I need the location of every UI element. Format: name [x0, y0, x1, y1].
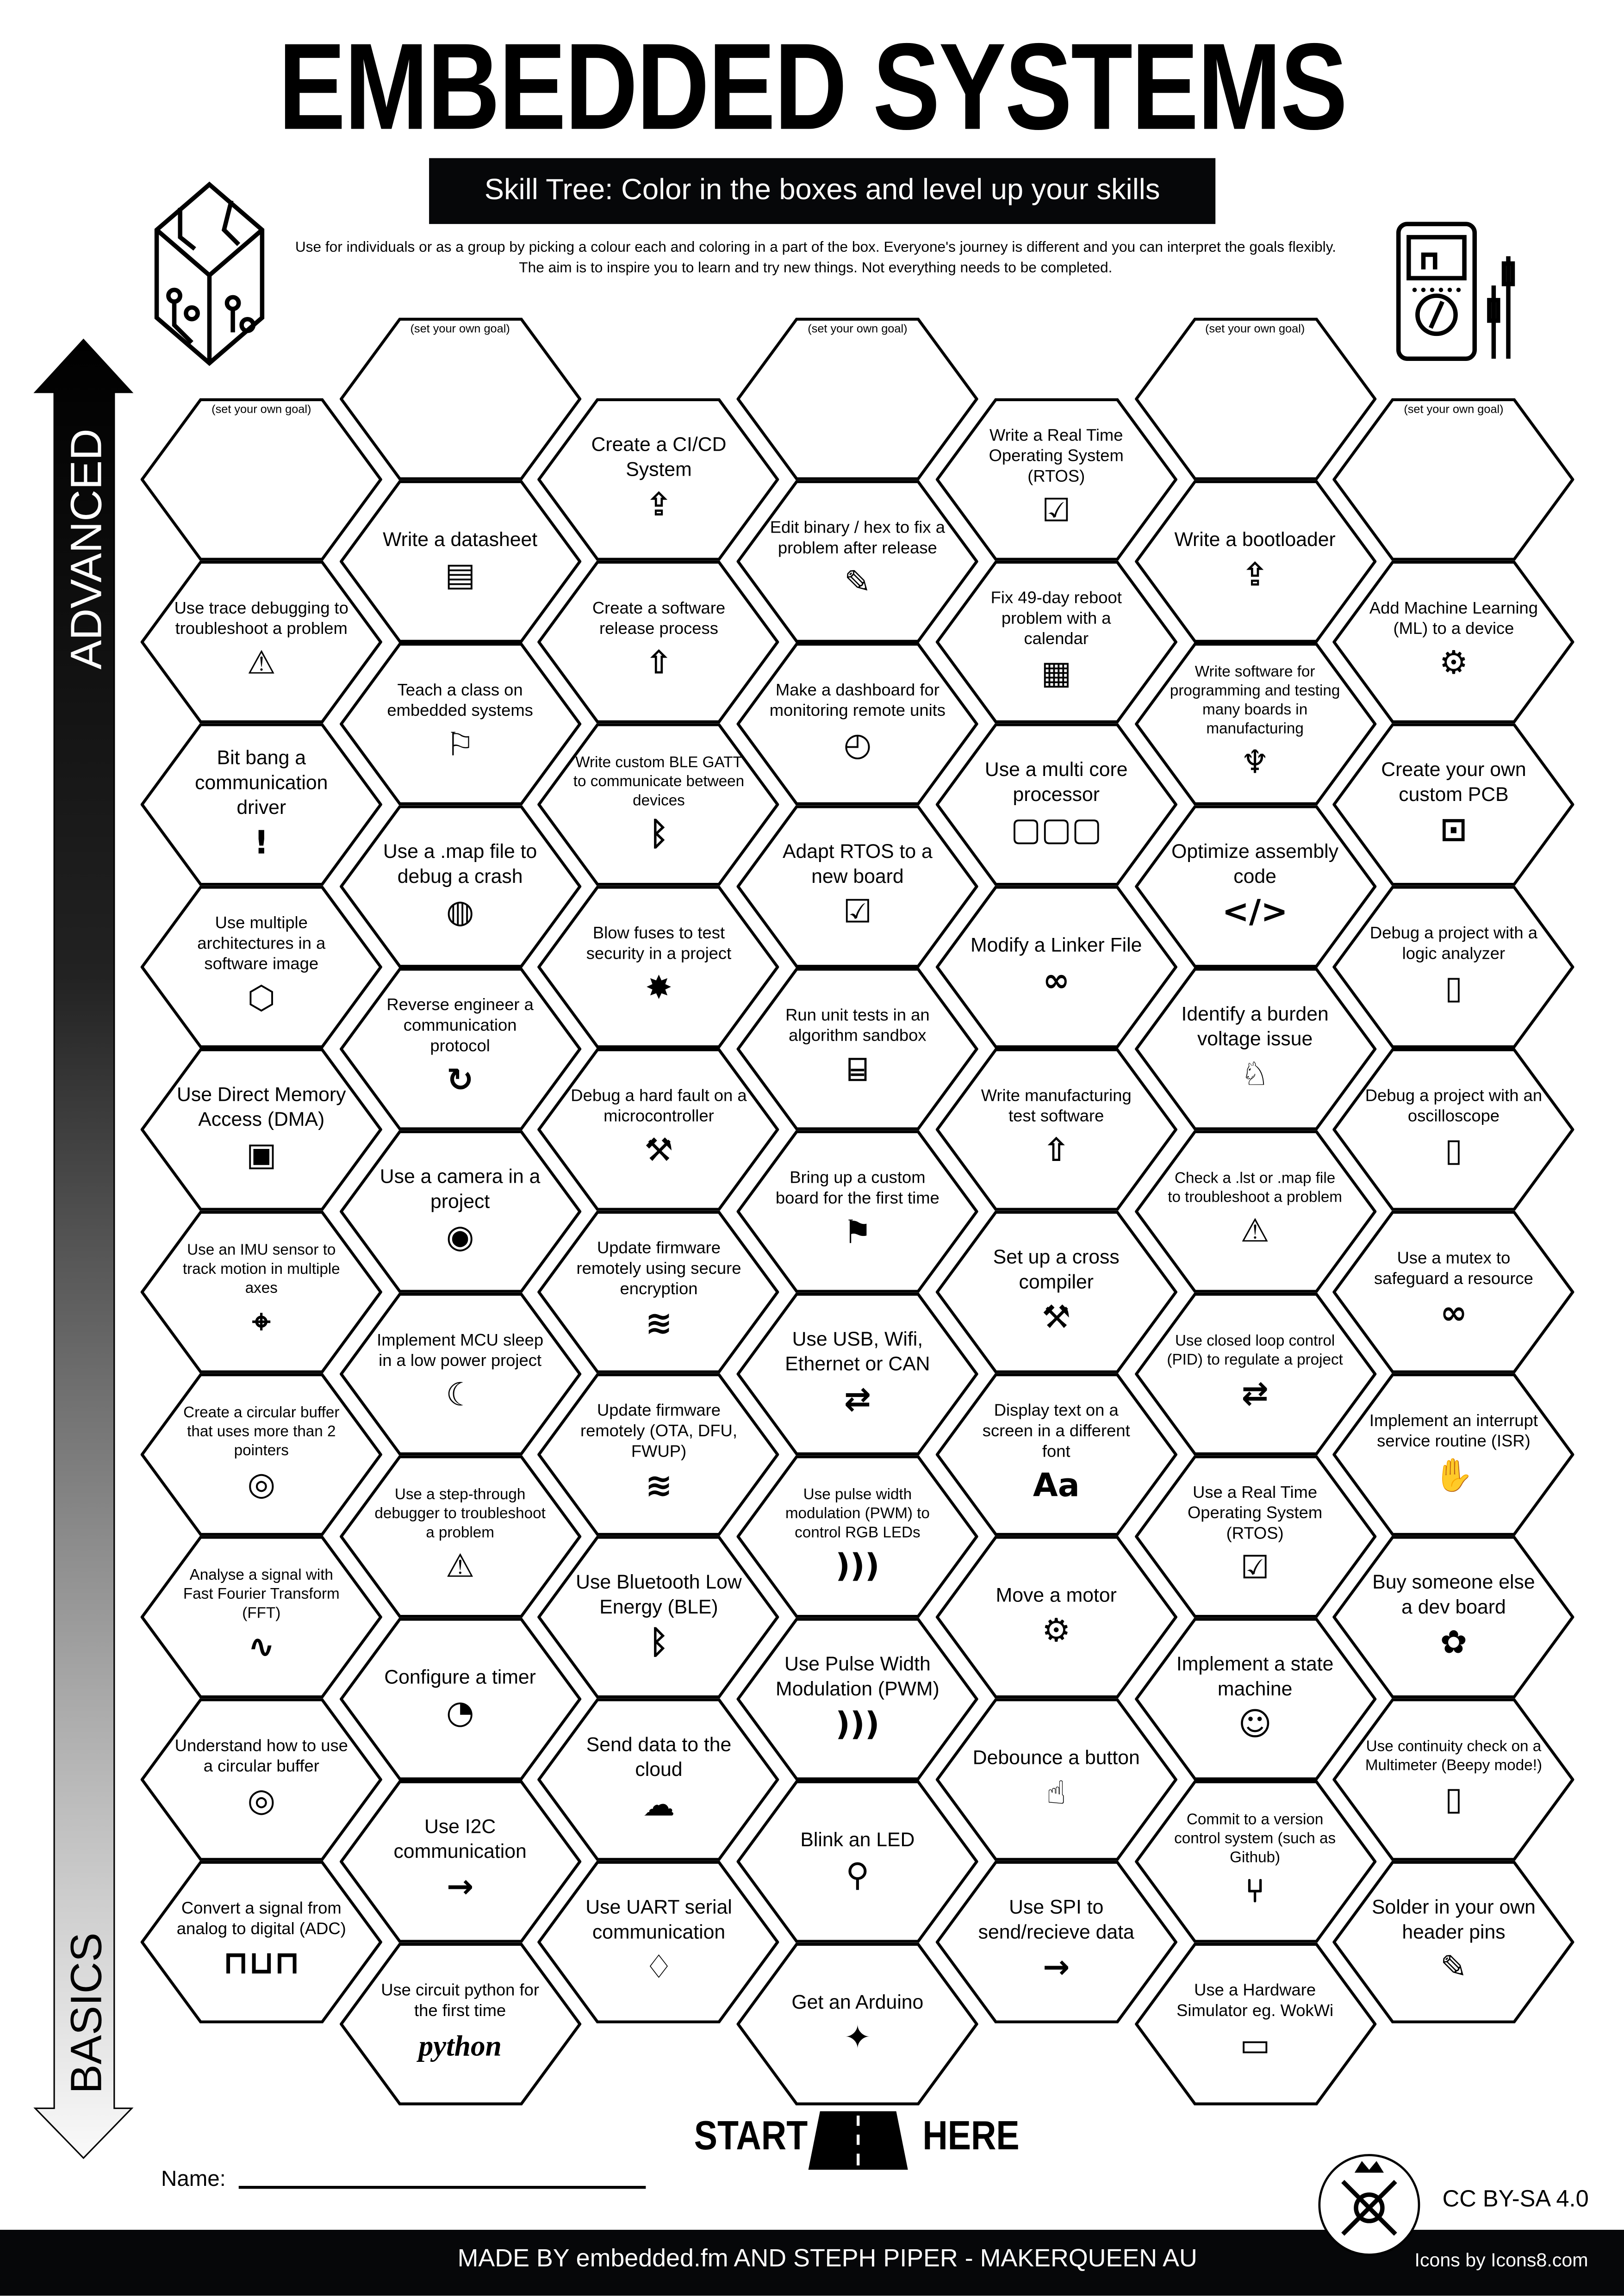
instructions-text: Use for individuals or as a group by picking a colour each and coloring in a part of the box. Everyone's journey is different and you can interpret the goals flexibly. The aim is to inspire you to learn and try new things. Not everything needs to be completed. — [295, 240, 1336, 277]
monitor-check-icon: ☑ — [843, 894, 872, 931]
skill-label: Identify a burden voltage issue — [1181, 1003, 1329, 1050]
hex-content — [372, 813, 549, 958]
square-wave-icon: ⊓⊔⊓ — [223, 1946, 300, 1983]
skill-label: (set your own goal) — [410, 321, 510, 335]
hex-content — [1166, 651, 1344, 795]
title-text: EMBEDDED SYSTEMS — [278, 17, 1346, 155]
hex-content — [1365, 894, 1543, 1039]
hex-content — [968, 1869, 1145, 2014]
calendar-icon: ▦ — [1041, 656, 1072, 693]
hex-content — [570, 894, 747, 1039]
donkey-icon: ♘ — [1240, 1057, 1269, 1094]
monitor-bug-icon: ⚠ — [445, 1548, 475, 1585]
cake-icon: ⚑ — [843, 1215, 872, 1252]
drop-icon: ♢ — [644, 1950, 673, 1987]
hex-content — [1365, 1544, 1543, 1689]
hex-content — [173, 1056, 350, 1201]
release-box-icon: ⇧ — [1043, 1133, 1070, 1170]
hex-content — [769, 1464, 946, 1608]
skill-label: Run unit tests in an algorithm sandbox — [785, 1007, 930, 1046]
circular-buffer-icon: ◎ — [247, 1783, 276, 1820]
usb-icon: ⇄ — [844, 1382, 871, 1419]
hex-content — [173, 1706, 350, 1851]
tools-icon: ⚒ — [644, 1133, 673, 1170]
skill-label: Check a .lst or .map file to troubleshoot a problem — [1168, 1170, 1342, 1207]
skill-label: Implement a state machine — [1176, 1653, 1334, 1700]
wifi-lock-icon: ≋ — [645, 1306, 672, 1343]
hex-content — [372, 1138, 549, 1283]
hex-content — [769, 813, 946, 958]
here-label: HERE — [922, 2112, 1020, 2158]
hex-content — [1365, 569, 1543, 714]
camera-icon: ◉ — [446, 1219, 474, 1256]
hex-content — [1166, 1626, 1344, 1771]
icons-credit: Icons by Icons8.com — [1414, 2249, 1588, 2271]
skill-label: Understand how to use a circular buffer — [174, 1738, 348, 1776]
basics-label — [59, 1925, 118, 2101]
skill-label: Use continuity check on a Multimeter (Beepy mode!) — [1365, 1738, 1543, 1775]
skill-label: (set your own goal) — [808, 321, 908, 335]
skill-hex[interactable] — [1333, 1372, 1574, 1535]
hex-content — [372, 1626, 549, 1771]
advanced-text: ADVANCED — [63, 428, 112, 670]
hand-stop-icon: ✋ — [1433, 1458, 1474, 1495]
branch-icon: ⑂ — [1245, 1873, 1265, 1910]
multimeter-icon — [1391, 220, 1526, 363]
skill-label: Use pulse width modulation (PWM) to control RGB LEDs — [785, 1485, 930, 1541]
hex-content — [968, 569, 1145, 714]
hex-content — [173, 1544, 350, 1689]
license-text: CC BY-SA 4.0 — [1442, 2187, 1589, 2212]
hex-content — [570, 1869, 747, 2014]
skill-label: Adapt RTOS to a new board — [783, 840, 933, 887]
skill-label: Create your own custom PCB — [1381, 758, 1526, 806]
skill-label: Edit binary / hex to fix a problem after release — [770, 520, 945, 558]
skill-label: Display text on a screen in a different font — [982, 1402, 1130, 1461]
code-window-icon: </> — [1222, 894, 1288, 931]
hex-content — [769, 1301, 946, 1446]
multimeter-icon: ▯ — [1444, 1133, 1463, 1170]
skill-label: (set your own goal) — [212, 402, 311, 416]
cloud-icon: ☁ — [642, 1787, 675, 1824]
hex-content — [372, 1464, 549, 1608]
skill-label: Use trace debugging to troubleshoot a problem — [174, 600, 348, 639]
hex-content — [372, 1301, 549, 1446]
hex-content — [769, 976, 946, 1121]
credits-text: MADE BY embedded.fm AND STEPH PIPER - MAKERQUEEN AU — [457, 2244, 1197, 2272]
skill-label: Use a Real Time Operating System (RTOS) — [1187, 1484, 1323, 1543]
hex-content — [968, 1219, 1145, 1364]
hex-content — [968, 1056, 1145, 1201]
cube-circuit-icon: ⬡ — [247, 980, 276, 1018]
skill-label: Create a CI/CD System — [591, 433, 727, 480]
hex-content — [1365, 731, 1543, 876]
hex-content — [570, 1056, 747, 1201]
skill-label: Use Bluetooth Low Energy (BLE) — [576, 1571, 742, 1618]
hex-content — [1166, 1138, 1344, 1283]
release-box-icon: ⇧ — [645, 645, 672, 683]
hex-content — [372, 976, 549, 1121]
skill-hex[interactable] — [1333, 885, 1574, 1048]
skill-label: Blink an LED — [800, 1828, 915, 1850]
bluetooth-icon: ᛒ — [649, 816, 669, 853]
skill-label: Use Direct Memory Access (DMA) — [177, 1083, 346, 1130]
skill-label: Commit to a version control system (such as Github) — [1174, 1810, 1336, 1866]
skill-label: Use a Hardware Simulator eg. WokWi — [1176, 1982, 1334, 2021]
hex-content — [372, 1951, 549, 2096]
hex-content — [1365, 402, 1543, 547]
skill-hex[interactable] — [1333, 1535, 1574, 1698]
axes-cube-icon: ⌖ — [252, 1303, 271, 1340]
soldering-iron-icon: ✎ — [1440, 1950, 1468, 1987]
hex-content — [769, 322, 946, 466]
signal-magnifier-icon: ∿ — [248, 1629, 275, 1666]
hex-content — [968, 1706, 1145, 1851]
memory-cube-icon: ▣ — [246, 1137, 277, 1174]
circuitpython-logo-icon: python — [418, 2030, 502, 2063]
skill-label: Blow fuses to test security in a project — [586, 925, 732, 963]
start-label: START — [694, 2112, 808, 2158]
skill-label: Debounce a button — [972, 1746, 1140, 1768]
vibration-icon: ))) — [835, 1548, 880, 1585]
gift-bow-icon: ✿ — [1440, 1625, 1468, 1662]
monitor-alert-icon: ⚠ — [1240, 1214, 1269, 1251]
skill-label: Use a .map file to debug a crash — [383, 840, 537, 887]
skill-label: Bit bang a communication driver — [195, 746, 328, 818]
link-icon: ∞ — [1043, 962, 1070, 999]
skill-hex[interactable] — [1333, 1698, 1574, 1860]
skill-hex[interactable] — [1333, 1048, 1574, 1210]
skill-label: Use a mutex to safeguard a resource — [1374, 1250, 1533, 1289]
monitor-check-icon: ☑ — [1042, 493, 1071, 530]
skill-label: Convert a signal from analog to digital (ADC) — [176, 1900, 346, 1939]
road-icon — [803, 2111, 914, 2170]
name-label: Name: — [161, 2166, 226, 2192]
pcb-icon: ⊡ — [1440, 813, 1468, 850]
multimeter-icon: ▯ — [1444, 970, 1463, 1007]
subtitle-banner: Skill Tree: Color in the boxes and level up your skills — [429, 158, 1215, 224]
rocket-box-icon: ⇪ — [645, 487, 672, 524]
exclamation-icon: ! — [254, 825, 269, 862]
skill-label: Write a bootloader — [1174, 527, 1336, 550]
hex-content — [1365, 1706, 1543, 1851]
hex-content — [173, 894, 350, 1039]
hex-content — [1365, 1219, 1543, 1364]
loop-arrows-icon: ⇄ — [1241, 1376, 1269, 1413]
skill-label: Use I2C communication — [393, 1815, 527, 1862]
hex-content — [173, 1381, 350, 1526]
document-icon: ▤ — [445, 557, 475, 594]
monitor-check-icon: ☑ — [1240, 1550, 1269, 1587]
skill-hex[interactable] — [1333, 1860, 1574, 2023]
hex-content — [769, 1788, 946, 1933]
skill-label: Write software for programming and testing many boards in manufacturing — [1170, 663, 1340, 738]
skill-label: Send data to the cloud — [586, 1733, 732, 1781]
bed-icon: ☾ — [445, 1378, 475, 1415]
hex-content — [173, 402, 350, 547]
skill-label: Write manufacturing test software — [981, 1087, 1132, 1126]
custom-goal-hex[interactable] — [1333, 397, 1574, 560]
skill-label: Write a datasheet — [383, 527, 538, 550]
sandbox-icon: ⌸ — [847, 1052, 867, 1090]
skill-label: Make a dashboard for monitoring remote units — [769, 682, 946, 720]
hex-content — [570, 1544, 747, 1689]
skill-hex[interactable] — [1333, 722, 1574, 885]
skill-hex[interactable] — [1333, 560, 1574, 722]
hex-content — [173, 731, 350, 876]
skill-label: Modify a Linker File — [971, 933, 1142, 956]
bluetooth-icon: ᛒ — [649, 1625, 669, 1662]
hex-content — [769, 1951, 946, 2096]
skill-label: Set up a cross compiler — [993, 1246, 1120, 1293]
hex-content — [769, 488, 946, 633]
hex-content — [1166, 813, 1344, 958]
hex-content — [1166, 1951, 1344, 2096]
stopwatch-icon: ◔ — [446, 1694, 474, 1731]
laptop-icon: ▭ — [1239, 2028, 1270, 2065]
party-popper-icon: ✦ — [844, 2019, 871, 2056]
skill-label: Write a Real Time Operating System (RTOS) — [989, 427, 1124, 486]
circuit-cube-icon — [151, 179, 268, 369]
hex-content — [173, 1219, 350, 1364]
skill-label: Teach a class on embedded systems — [387, 682, 533, 720]
skill-label: Use closed loop control (PID) to regulate a project — [1167, 1332, 1343, 1369]
hex-content — [1166, 1301, 1344, 1446]
hex-content — [1166, 1464, 1344, 1608]
robot-icon: ☺ — [1238, 1707, 1272, 1744]
skill-label: Debug a hard fault on a microcontroller — [571, 1087, 747, 1126]
hex-content — [769, 1626, 946, 1771]
skill-label: Debug a project with an oscilloscope — [1365, 1087, 1543, 1126]
hex-content — [1365, 1056, 1543, 1201]
gauge-icon: ◴ — [843, 727, 872, 764]
advanced-label — [59, 425, 118, 674]
hex-content — [769, 1138, 946, 1283]
led-icon: ⚲ — [846, 1857, 870, 1894]
hex-content — [570, 406, 747, 551]
globe-icon: ◍ — [446, 894, 474, 931]
forklift-icon: ⇪ — [1241, 557, 1269, 594]
hex-content — [1365, 1381, 1543, 1526]
pencil-icon: ✎ — [844, 565, 871, 602]
hex-content — [372, 1788, 549, 1933]
handshake-icon: ∞ — [1440, 1296, 1467, 1333]
hex-content — [968, 731, 1145, 876]
skill-label: Reverse engineer a communication protocol — [386, 997, 534, 1056]
page-title — [0, 17, 1624, 155]
hex-content — [570, 1219, 747, 1364]
skill-label: Create a software release process — [592, 600, 726, 639]
hex-content — [1166, 976, 1344, 1121]
skill-label: Implement an interrupt service routine (ISR) — [1369, 1413, 1538, 1451]
hex-content — [968, 406, 1145, 551]
tools-icon: ⚒ — [1042, 1300, 1071, 1337]
skill-label: Implement MCU sleep in a low power project — [377, 1332, 544, 1371]
skill-label: Analyse a signal with Fast Fourier Transform (FFT) — [183, 1566, 340, 1622]
skill-label: Use a camera in a project — [380, 1165, 541, 1212]
vibration-icon: ))) — [835, 1707, 880, 1744]
skill-label: Move a motor — [996, 1583, 1117, 1606]
skill-label: Add Machine Learning (ML) to a device — [1369, 600, 1538, 639]
hex-content — [372, 322, 549, 466]
skill-label: Use an IMU sensor to track motion in multiple axes — [182, 1241, 340, 1297]
hex-content — [1166, 322, 1344, 466]
skill-label: Fix 49-day reboot problem with a calendar — [990, 590, 1122, 649]
serial-arrow-icon: → — [446, 1869, 474, 1906]
hex-content — [1166, 488, 1344, 633]
name-field[interactable] — [239, 2186, 646, 2189]
reverse-icon: ↻ — [446, 1063, 474, 1100]
hex-content — [173, 1869, 350, 2014]
monitor-alert-icon: ⚠ — [247, 645, 276, 683]
hex-content — [1166, 1788, 1344, 1933]
hex-content — [173, 569, 350, 714]
skill-label: Bring up a custom board for the first time — [775, 1170, 940, 1208]
skill-label: Use a multi core processor — [984, 758, 1128, 806]
motor-icon: ⚙ — [1042, 1613, 1071, 1650]
hex-content — [570, 1381, 747, 1526]
finger-press-icon: ☝ — [1046, 1775, 1066, 1812]
explosion-icon: ✸ — [645, 970, 672, 1007]
hex-content — [372, 488, 549, 633]
skill-label: (set your own goal) — [1404, 402, 1504, 416]
basics-text: BASICS — [63, 1932, 112, 2094]
serial-arrow-icon: → — [1043, 1950, 1070, 1987]
hex-content — [372, 651, 549, 795]
octopus-icon: ♆ — [1240, 745, 1269, 782]
teacher-icon: ⚐ — [445, 727, 475, 764]
skill-label: Configure a timer — [384, 1665, 536, 1688]
head-gear-icon: ⚙ — [1439, 645, 1468, 683]
hex-content — [769, 651, 946, 795]
multimeter-icon: ▯ — [1444, 1781, 1463, 1818]
circular-buffer-icon: ◎ — [247, 1466, 276, 1503]
hex-content — [968, 1381, 1145, 1526]
hex-content — [570, 1706, 747, 1851]
skill-label: Use USB, Wifi, Ethernet or CAN — [785, 1328, 930, 1375]
hex-content — [570, 569, 747, 714]
skill-label: Use multiple architectures in a software image — [197, 915, 326, 974]
skill-label: Update firmware remotely (OTA, DFU, FWUP) — [580, 1402, 737, 1461]
font-icon: Aa — [1033, 1468, 1080, 1505]
skill-label: Get an Arduino — [791, 1990, 924, 2013]
skill-label: Write custom BLE GATT to communicate between devices — [573, 753, 745, 809]
hex-content — [968, 894, 1145, 1039]
skill-label: Use circuit python for the first time — [381, 1982, 539, 2021]
hex-content — [570, 731, 747, 876]
skill-label: Use UART serial communication — [585, 1896, 732, 1943]
skill-label: Update firmware remotely using secure encryption — [576, 1240, 741, 1299]
skill-label: (set your own goal) — [1205, 321, 1305, 335]
hex-content — [1365, 1869, 1543, 2014]
skill-label: Use a step-through debugger to troubleshoot a problem — [374, 1485, 546, 1541]
skill-label: Solder in your own header pins — [1372, 1896, 1536, 1943]
skill-hex[interactable] — [1333, 1210, 1574, 1372]
skill-label: Buy someone else a dev board — [1372, 1571, 1535, 1618]
skill-label: Debug a project with a logic analyzer — [1369, 925, 1538, 963]
skill-label: Use SPI to send/recieve data — [978, 1896, 1134, 1943]
hex-content — [968, 1544, 1145, 1689]
wifi-icon: ≋ — [645, 1468, 672, 1505]
three-cubes-icon: ▢▢▢ — [1010, 813, 1102, 850]
skill-label: Optimize assembly code — [1171, 840, 1339, 887]
makerqueen-logo — [1317, 2152, 1422, 2258]
skill-label: Create a circular buffer that uses more than 2 pointers — [183, 1403, 340, 1459]
skill-label: Use Pulse Width Modulation (PWM) — [776, 1653, 940, 1700]
